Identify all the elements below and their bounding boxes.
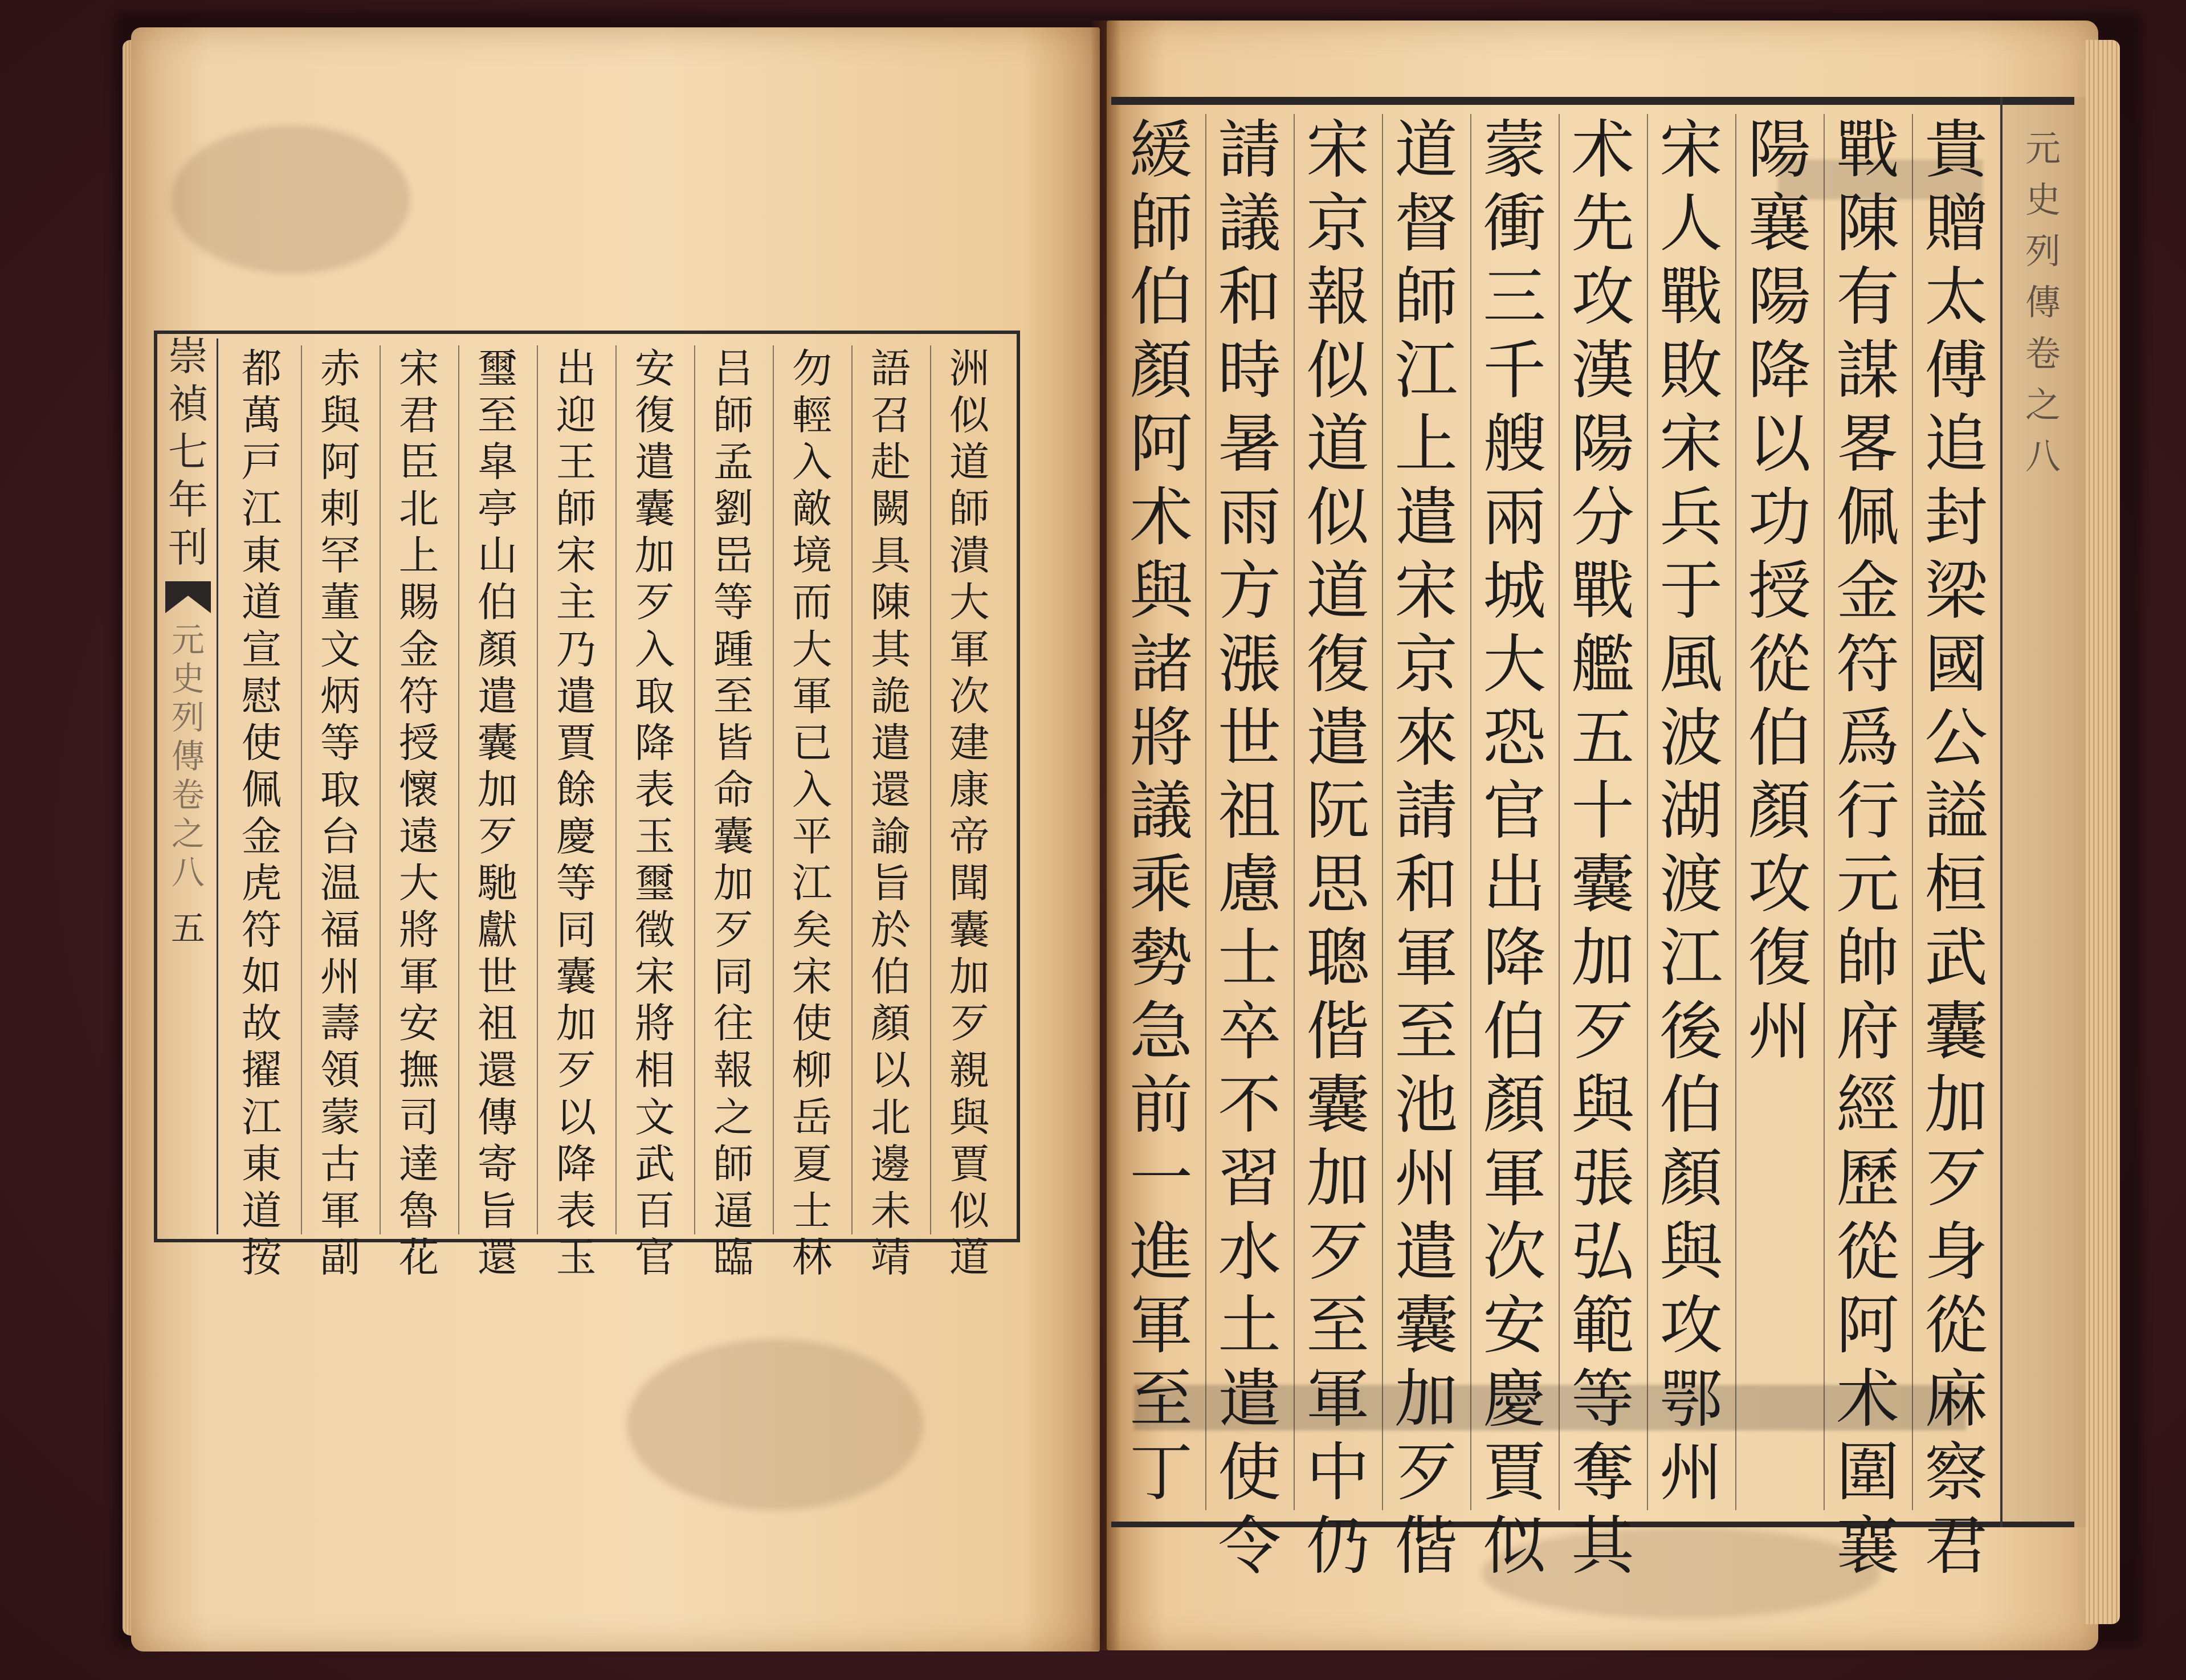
header-fragment-char: 元 xyxy=(2025,128,2061,169)
header-fragment-char: 傳 xyxy=(2025,282,2061,323)
margin-section-char: 之 xyxy=(171,814,205,853)
paper-stain xyxy=(171,125,410,274)
column-rule xyxy=(615,345,617,1234)
column-rule xyxy=(1912,114,1913,1510)
right-page-text xyxy=(1117,113,2000,1583)
right-text-column: 陽 襄 陽 降 以 功 授 從 伯 顏 攻 復 州 xyxy=(1748,113,1811,1069)
header-fragment-char: 史 xyxy=(2025,179,2061,221)
left-text-column: 安 復 遣 囊 加 歹 入 取 降 表 玉 璽 徵 宋 將 相 文 武 百 官 xyxy=(634,345,675,1281)
fishtail-mark xyxy=(165,581,211,613)
right-text-column: 戰 陳 有 謀 畧 佩 金 符 爲 行 元 帥 府 經 歷 從 阿 术 圍 襄 xyxy=(1836,113,1899,1583)
left-text-column: 都 萬 戸 江 東 道 宣 慰 使 佩 金 虎 符 如 故 擢 江 東 道 按 xyxy=(241,345,282,1281)
left-text-column: 洲 似 道 師 潰 大 軍 次 建 康 帝 聞 囊 加 歹 親 與 賈 似 道 xyxy=(949,345,990,1281)
margin-title-char: 崇 xyxy=(168,333,208,380)
column-rule xyxy=(301,345,302,1234)
left-text-column: 璽 至 皐 亭 山 伯 顏 遣 囊 加 歹 馳 獻 世 祖 還 傳 寄 旨 還 xyxy=(477,345,518,1281)
margin-section-char: 卷 xyxy=(171,776,205,814)
column-rule xyxy=(1647,114,1648,1510)
column-rule xyxy=(1205,114,1206,1510)
right-text-column: 請 議 和 時 暑 雨 方 漲 世 祖 慮 士 卒 不 習 水 土 遣 使 令 xyxy=(1218,113,1281,1583)
header-fragment-char: 八 xyxy=(2025,435,2061,477)
margin-section-char: 史 xyxy=(171,659,205,698)
left-text-column: 宋 君 臣 北 上 賜 金 符 授 懷 遠 大 將 軍 安 撫 司 達 魯 花 xyxy=(398,345,439,1281)
column-rule xyxy=(380,345,381,1234)
left-page-text xyxy=(222,345,1009,1281)
left-text-column: 吕 師 孟 劉 岊 等 踵 至 皆 命 囊 加 歹 同 往 報 之 師 逼 臨 xyxy=(713,345,754,1281)
column-rule xyxy=(537,345,538,1234)
right-text-column: 道 督 師 江 上 遣 宋 京 來 請 和 軍 至 池 州 遣 囊 加 歹 偕 xyxy=(1394,113,1458,1583)
column-rule xyxy=(1470,114,1471,1510)
right-page-header-fragment xyxy=(2012,128,2074,1157)
right-text-column: 宋 人 戰 敗 宋 兵 于 風 波 湖 渡 江 後 伯 顏 與 攻 鄂 州 xyxy=(1659,113,1723,1510)
margin-section-char: 八 xyxy=(171,853,205,892)
column-rule xyxy=(930,345,931,1234)
right-text-column: 貴 贈 太 傅 追 封 梁 國 公 謚 桓 武 囊 加 歹 身 從 麻 察 君 xyxy=(1924,113,1988,1583)
margin-section-char: 傳 xyxy=(171,737,205,776)
margin-section-char: 列 xyxy=(171,698,205,737)
left-margin-banxin xyxy=(161,333,215,1191)
header-fragment-char: 之 xyxy=(2025,384,2061,426)
margin-title-char: 禎 xyxy=(168,381,208,427)
right-text-column: 宋 京 報 似 道 似 道 復 遣 阮 思 聰 偕 囊 加 歹 至 軍 中 仍 xyxy=(1306,113,1369,1583)
right-text-column: 蒙 衝 三 千 艘 兩 城 大 恐 官 出 降 伯 顏 軍 次 安 慶 賈 似 xyxy=(1483,113,1546,1583)
ink-smudge xyxy=(1134,1385,1966,1430)
margin-title-char: 刊 xyxy=(168,524,208,571)
column-rule xyxy=(458,345,459,1234)
margin-title-char: 七 xyxy=(168,429,208,475)
left-text-column: 語 召 赴 闕 具 陳 其 詭 遣 還 諭 旨 於 伯 顏 以 北 邊 未 靖 xyxy=(870,345,911,1281)
margin-section-title xyxy=(172,623,205,895)
column-rule xyxy=(1382,114,1383,1510)
ink-smudge xyxy=(1778,160,1983,199)
column-rule xyxy=(1824,114,1825,1510)
left-text-column: 赤 與 阿 剌 罕 董 文 炳 等 取 台 温 福 州 壽 領 蒙 古 軍 副 xyxy=(320,345,361,1281)
header-fragment-char: 卷 xyxy=(2025,333,2061,374)
column-rule xyxy=(851,345,853,1234)
margin-title xyxy=(168,333,208,576)
margin-title-char: 年 xyxy=(168,476,208,523)
left-text-column: 勿 輕 入 敵 境 而 大 軍 已 入 平 江 矣 宋 使 柳 岳 夏 士 林 xyxy=(792,345,833,1281)
column-rule xyxy=(1294,114,1295,1510)
margin-page-number: 五 xyxy=(171,909,205,949)
column-rule xyxy=(1559,114,1560,1510)
right-text-column: 术 先 攻 漢 陽 分 戰 艦 五 十 囊 加 歹 與 張 弘 範 等 奪 其 xyxy=(1571,113,1634,1583)
margin-section-char: 元 xyxy=(171,621,205,659)
column-rule xyxy=(773,345,774,1234)
left-text-column: 出 迎 王 師 宋 主 乃 遣 賈 餘 慶 等 同 囊 加 歹 以 降 表 玉 xyxy=(556,345,597,1281)
paper-stain xyxy=(627,1339,923,1510)
right-page-edges xyxy=(2086,40,2120,1624)
right-text-column: 緩 師 伯 顏 阿 术 與 諸 將 議 乘 勢 急 前 一 進 軍 至 丁 xyxy=(1129,113,1193,1510)
header-fragment-char: 列 xyxy=(2025,230,2061,272)
column-rule xyxy=(1735,114,1736,1510)
column-rule xyxy=(694,345,695,1234)
